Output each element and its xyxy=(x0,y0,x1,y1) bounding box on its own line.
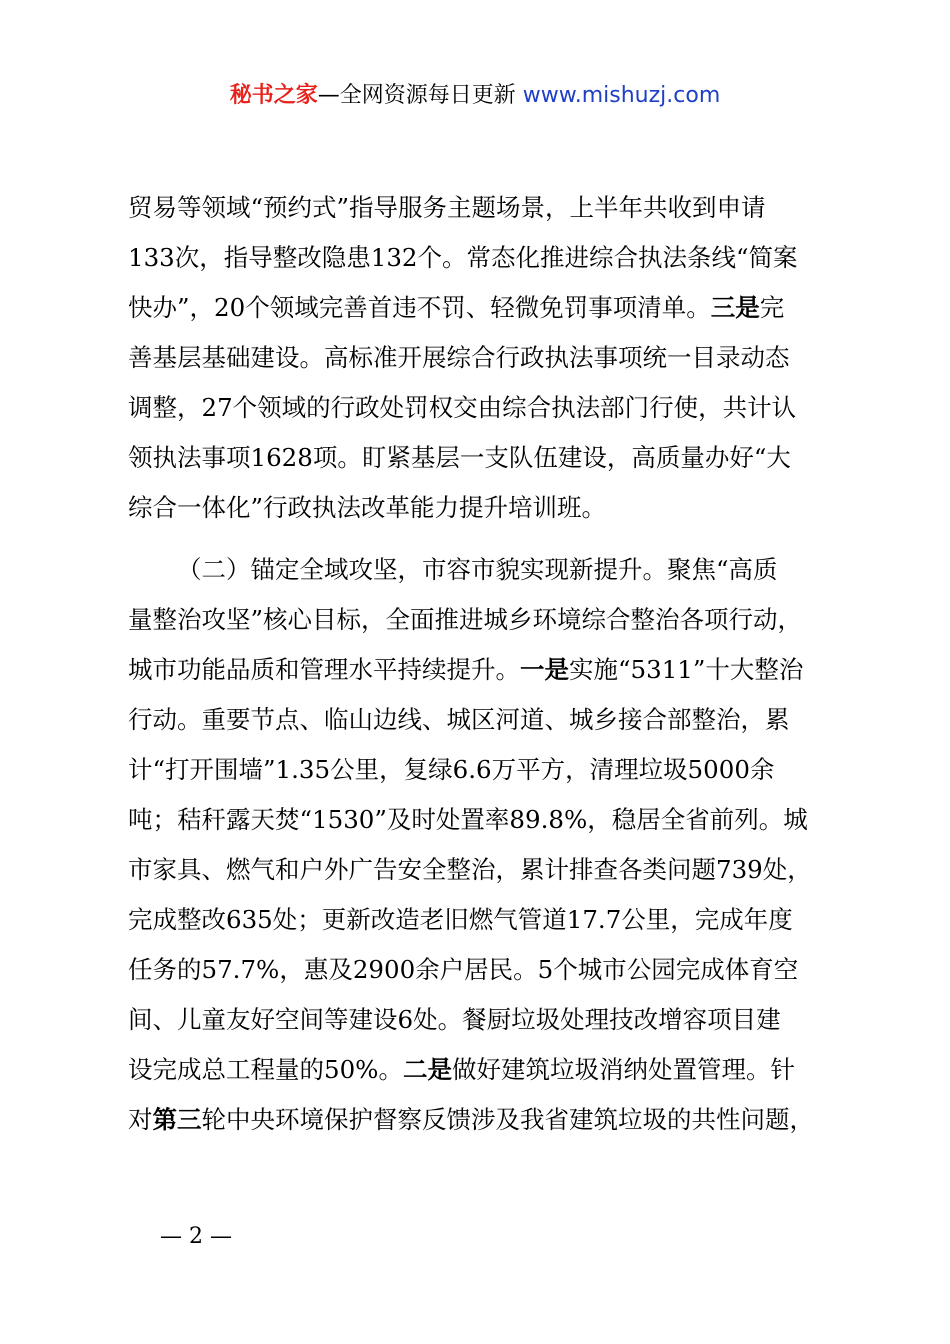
site-brand: 秘书之家 xyxy=(229,83,318,108)
text-line: 量整治攻坚”核心目标，全面推进城乡环境综合整治各项行动， xyxy=(128,605,803,634)
text-line: 市家具、燃气和户外广告安全整治，累计排查各类问题739处， xyxy=(128,855,812,884)
text-run: 轮中央环境保护督察反馈涉及我省建筑垃圾的共性问题， xyxy=(201,1105,814,1134)
text-line: 完成整改635处；更新改造老旧燃气管道17.7公里，完成年度 xyxy=(128,905,793,934)
paragraph-2 xyxy=(128,545,838,1145)
site-url-link[interactable]: www.mishuzj.com xyxy=(522,83,721,108)
text-line: 133次，指导整改隐患132个。常态化推进综合执法条线“简案 xyxy=(128,243,798,272)
bold-keyword: 三是 xyxy=(710,293,760,322)
text-line: 综合一体化”行政执法改革能力提升培训班。 xyxy=(128,493,607,522)
text-run: 对 xyxy=(128,1105,153,1134)
bold-keyword: 一是 xyxy=(520,655,569,684)
bold-keyword: 二是 xyxy=(402,1055,452,1084)
text-line: 调整，27个领域的行政处罚权交由综合执法部门行使，共计认 xyxy=(128,393,797,422)
text-line: 贸易等领域“预约式”指导服务主题场景，上半年共收到申请 xyxy=(128,193,766,222)
text-run: 完 xyxy=(759,293,785,322)
text-line: 间、儿童友好空间等建设6处。餐厨垃圾处理技改增容项目建 xyxy=(128,1005,781,1034)
text-line: 善基层基础建设。高标准开展综合行政执法事项统一目录动态 xyxy=(128,343,790,372)
bold-keyword: 第三 xyxy=(152,1105,202,1134)
text-line: 吨；秸秆露天焚“1530”及时处置率89.8%，稳居全省前列。城 xyxy=(128,805,808,834)
text-line: 计“打开围墙”1.35公里，复绿6.6万平方，清理垃圾5000余 xyxy=(128,755,775,784)
text-line xyxy=(128,1095,838,1145)
text-run: 做好建筑垃圾消纳处置管理。针 xyxy=(451,1055,795,1084)
text-line: 任务的57.7%，惠及2900余户居民。5个城市公园完成体育空 xyxy=(128,955,799,984)
text-run: 实施“5311”十大整治 xyxy=(569,655,804,684)
section-heading-line: （二）锚定全域攻坚，市容市貌实现新提升。聚焦“高质 xyxy=(177,555,778,584)
paragraph-1 xyxy=(128,183,838,533)
text-run: 快办”，20个领域完善首违不罚、轻微免罚事项清单。 xyxy=(128,293,711,322)
document-body xyxy=(128,183,838,1145)
text-line xyxy=(128,1045,838,1095)
text-line xyxy=(128,645,838,695)
text-run: 设完成总工程量的50%。 xyxy=(128,1055,403,1084)
text-line: 行动。重要节点、临山边线、城区河道、城乡接合部整治，累 xyxy=(128,705,790,734)
site-slogan: —全网资源每日更新 xyxy=(317,83,516,108)
document-header xyxy=(0,78,950,114)
text-line xyxy=(128,283,838,333)
page-number: — 2 — xyxy=(160,1224,232,1249)
text-line: 领执法事项1628项。盯紧基层一支队伍建设，高质量办好“大 xyxy=(128,443,791,472)
text-run: 城市功能品质和管理水平持续提升。 xyxy=(128,655,520,684)
